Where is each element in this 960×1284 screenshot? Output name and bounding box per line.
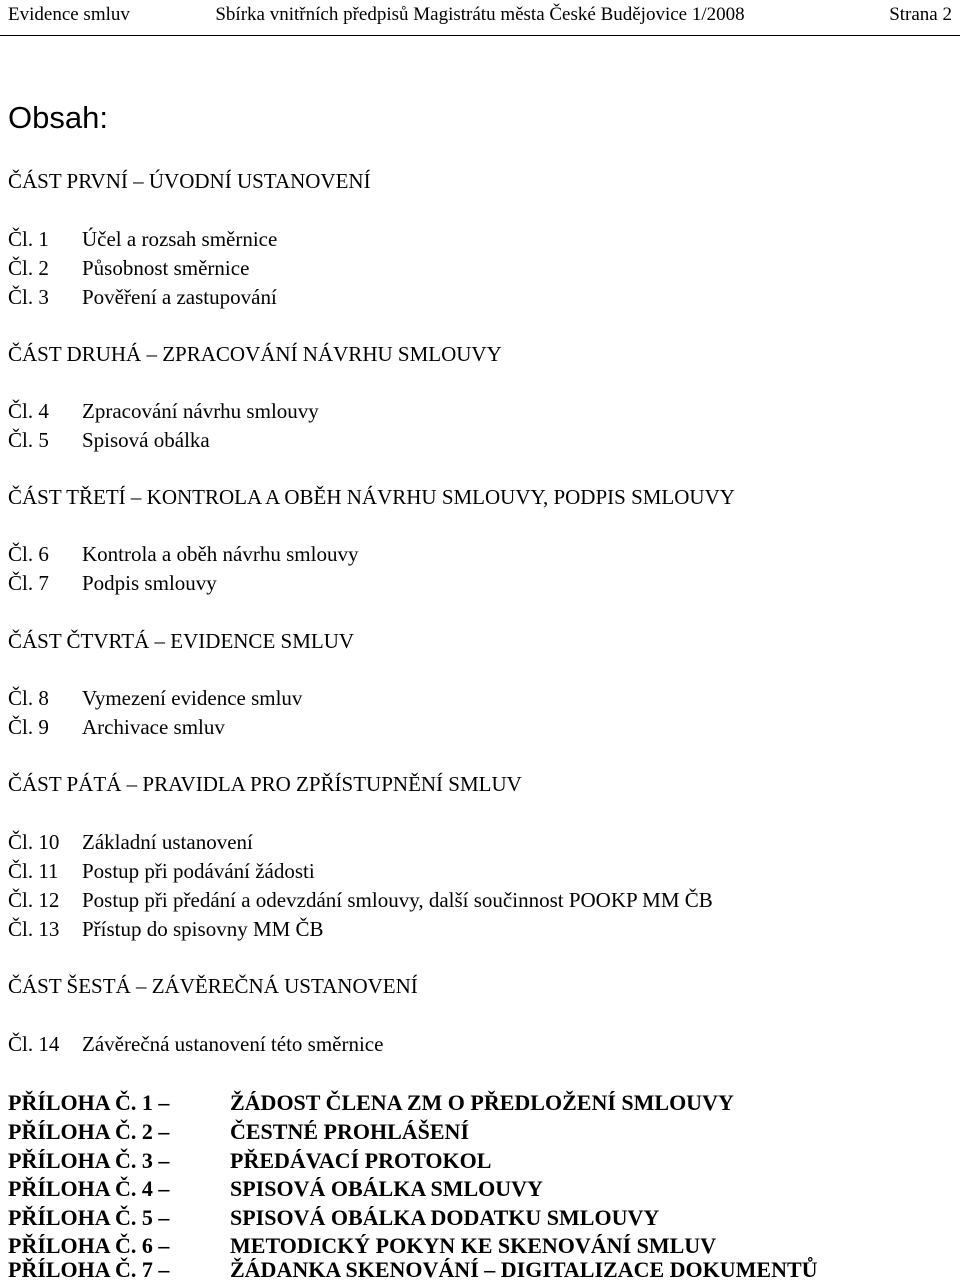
annex-title: ŽÁDANKA SKENOVÁNÍ – DIGITALIZACE DOKUMENTŮ (230, 1257, 818, 1282)
article-number: Čl. 3 (8, 285, 49, 309)
annex-label: PŘÍLOHA Č. 6 – (8, 1233, 170, 1258)
article-number: Čl. 1 (8, 227, 49, 251)
article-title: Základní ustanovení (82, 830, 253, 854)
annex-label: PŘÍLOHA Č. 2 – (8, 1119, 170, 1144)
annex-title: ŽÁDOST ČLENA ZM O PŘEDLOŽENÍ SMLOUVY (230, 1090, 734, 1115)
article-title: Účel a rozsah směrnice (82, 227, 278, 251)
annex-title: SPISOVÁ OBÁLKA SMLOUVY (230, 1176, 543, 1201)
annex-label: PŘÍLOHA Č. 3 – (8, 1148, 170, 1173)
part-heading: ČÁST PRVNÍ – ÚVODNÍ USTANOVENÍ (8, 169, 371, 193)
article-number: Čl. 2 (8, 256, 49, 280)
part-heading: ČÁST ČTVRTÁ – EVIDENCE SMLUV (8, 629, 355, 653)
article-number: Čl. 5 (8, 428, 49, 452)
article-title: Závěrečná ustanovení této směrnice (82, 1032, 384, 1056)
part-heading: ČÁST TŘETÍ – KONTROLA A OBĚH NÁVRHU SMLOUVY, PODPIS SMLOUVY (8, 485, 735, 509)
header-center: Sbírka vnitřních předpisů Magistrátu města České Budějovice 1/2008 (215, 4, 745, 25)
annex-label: PŘÍLOHA Č. 5 – (8, 1205, 170, 1230)
article-number: Čl. 4 (8, 399, 49, 423)
annex-title: SPISOVÁ OBÁLKA DODATKU SMLOUVY (230, 1205, 660, 1230)
article-title: Přístup do spisovny MM ČB (82, 917, 324, 941)
annex-label: PŘÍLOHA Č. 1 – (8, 1090, 170, 1115)
article-title: Zpracování návrhu smlouvy (82, 399, 319, 423)
article-title: Podpis smlouvy (82, 571, 217, 595)
toc-title: Obsah: (8, 100, 108, 135)
article-title: Vymezení evidence smluv (82, 686, 303, 710)
header-page-number: Strana 2 (889, 4, 952, 25)
annex-label: PŘÍLOHA Č. 7 – (8, 1257, 170, 1282)
annex-title: METODICKÝ POKYN KE SKENOVÁNÍ SMLUV (230, 1233, 717, 1258)
annex-title: ČESTNÉ PROHLÁŠENÍ (230, 1119, 470, 1144)
article-number: Čl. 11 (8, 859, 59, 883)
article-title: Působnost směrnice (82, 256, 250, 280)
article-title: Archivace smluv (82, 715, 225, 739)
article-number: Čl. 10 (8, 830, 60, 854)
page-header (0, 0, 960, 36)
header-left: Evidence smluv (8, 4, 130, 25)
part-heading: ČÁST DRUHÁ – ZPRACOVÁNÍ NÁVRHU SMLOUVY (8, 342, 502, 366)
article-number: Čl. 7 (8, 571, 49, 595)
part-heading: ČÁST ŠESTÁ – ZÁVĚREČNÁ USTANOVENÍ (8, 974, 418, 998)
article-number: Čl. 9 (8, 715, 49, 739)
article-number: Čl. 8 (8, 686, 49, 710)
article-number: Čl. 13 (8, 917, 60, 941)
article-number: Čl. 14 (8, 1032, 60, 1056)
article-number: Čl. 12 (8, 888, 60, 912)
article-title: Postup při předání a odevzdání smlouvy, další součinnost POOKP MM ČB (82, 888, 713, 912)
annex-title: PŘEDÁVACÍ PROTOKOL (230, 1148, 492, 1173)
annex-label: PŘÍLOHA Č. 4 – (8, 1176, 170, 1201)
article-title: Kontrola a oběh návrhu smlouvy (82, 542, 359, 566)
article-title: Spisová obálka (82, 428, 210, 452)
part-heading: ČÁST PÁTÁ – PRAVIDLA PRO ZPŘÍSTUPNĚNÍ SMLUV (8, 772, 522, 796)
article-title: Pověření a zastupování (82, 285, 277, 309)
article-title: Postup při podávání žádosti (82, 859, 315, 883)
article-number: Čl. 6 (8, 542, 49, 566)
